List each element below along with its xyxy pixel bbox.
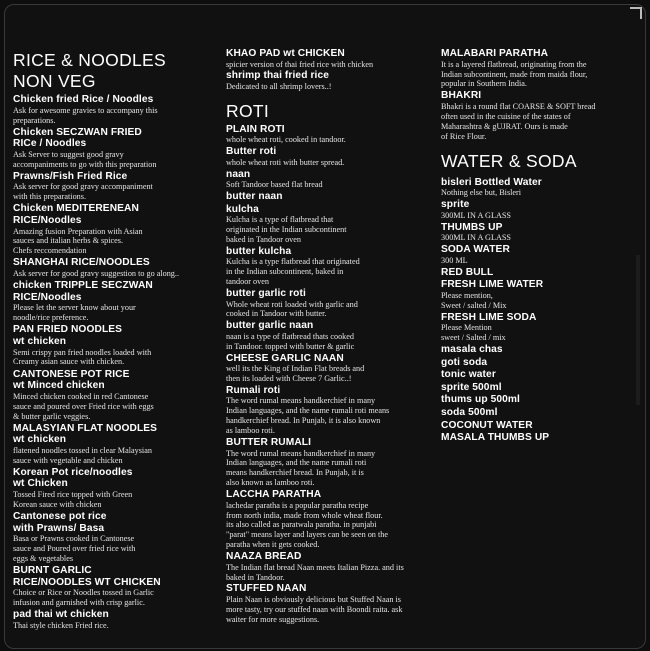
menu-column-2 <box>226 48 431 625</box>
menu-section <box>13 50 213 631</box>
item-description: its also called as paratwala paratha. in punjabi <box>226 520 377 530</box>
menu-section <box>441 151 641 444</box>
item-description: paratha when it gets cooked. <box>226 540 320 550</box>
item-name: NAAZA BREAD <box>226 551 302 563</box>
item-name: wt Minced chicken <box>13 380 105 392</box>
item-name: BUTTER RUMALI <box>226 436 312 448</box>
item-name: shrimp thai fried rice <box>226 70 329 82</box>
corner-mark <box>630 7 642 19</box>
menu-item <box>226 169 431 191</box>
item-description: Whole wheat roti loaded with garlic and <box>226 299 358 309</box>
item-name: COCONUT WATER <box>441 419 533 431</box>
item-description: preparations. <box>13 115 56 125</box>
item-description: Ask Server to suggest good gravy <box>13 149 124 159</box>
menu-section <box>441 48 641 142</box>
item-description: Thai style chicken Fried rice. <box>13 620 109 630</box>
menu-item <box>441 407 641 419</box>
menu-section <box>226 101 431 625</box>
item-name: bisleri Bottled Water <box>441 176 542 188</box>
item-description: Indian languages, and the name rumali roti means <box>226 406 390 416</box>
item-name: LACCHA PARATHA <box>226 489 322 501</box>
item-name: MALASYIAN FLAT NOODLES <box>13 422 158 434</box>
item-description: well its the King of Indian Flat breads and <box>226 364 365 374</box>
item-description: whole wheat roti, cooked in tandoor. <box>226 135 346 145</box>
menu-item <box>441 369 641 381</box>
item-description: 300ML IN A GLASS <box>441 233 511 243</box>
item-name: sprite 500ml <box>441 381 502 393</box>
menu-item <box>13 565 213 608</box>
item-description: naan is a type of flatbread thats cooked <box>226 331 354 341</box>
item-description: Choice or Rice or Noodles tossed in Garlic <box>13 588 154 598</box>
item-description: as lamboo roti. <box>226 426 275 436</box>
item-description: Kulcha is a type flatbread that originated <box>226 257 360 267</box>
menu-item <box>226 146 431 168</box>
item-name: sprite <box>441 199 470 211</box>
item-description: Semi crispy pan fried noodles loaded with <box>13 347 152 357</box>
item-description: "parat" means layer and layers can be seen on the <box>226 530 388 540</box>
menu-item <box>13 127 213 170</box>
item-description: waiter for more suggestions. <box>226 614 320 624</box>
item-name: KHAO PAD wt CHICKEN <box>226 48 345 59</box>
menu-item <box>226 48 431 70</box>
menu-item <box>226 437 431 488</box>
item-name: PLAIN ROTI <box>226 123 285 135</box>
item-description: tandoor oven <box>226 277 269 287</box>
item-description: noodle/rice preference. <box>13 313 89 323</box>
item-name: SODA WATER <box>441 244 510 256</box>
menu-item <box>441 267 641 279</box>
menu-item <box>441 382 641 394</box>
menu-column-1 <box>13 50 213 631</box>
menu-item <box>13 511 213 564</box>
item-description: baked in Tandoor oven <box>226 234 301 244</box>
item-description: spicier version of thai fried rice with chicken <box>226 59 374 69</box>
item-description: Chefs reccomendation <box>13 246 87 256</box>
item-description: Please mention, <box>441 290 493 300</box>
menu-section <box>226 48 431 92</box>
item-name: THUMBS UP <box>441 221 503 233</box>
item-name: wt chicken <box>13 434 67 446</box>
menu-item <box>441 312 641 343</box>
item-description: Please Mention <box>441 323 492 333</box>
menu-item <box>13 280 213 323</box>
item-description: Nothing else but, Bisleri <box>441 188 522 198</box>
menu-item <box>226 70 431 92</box>
menu-item <box>441 199 641 221</box>
menu-item <box>441 90 641 141</box>
item-description: whole wheat roti with butter spread. <box>226 157 345 167</box>
section-title-line: WATER & SODA <box>441 150 577 171</box>
item-description: The word rumal means handkerchief in many <box>226 448 376 458</box>
item-name: MALABARI PARATHA <box>441 48 549 59</box>
item-description: Ask server for good gravy suggestion to go along.. <box>13 269 179 279</box>
item-name: Butter roti <box>226 146 277 158</box>
item-name: MASALA THUMBS UP <box>441 432 550 444</box>
item-description: Kulcha is a type of flatbread that <box>226 215 334 225</box>
item-description: of Rice Flour. <box>441 131 487 141</box>
section-title <box>13 50 213 92</box>
item-name: STUFFED NAAN <box>226 583 307 595</box>
item-description: Amazing fusion Preparation with Asian <box>13 226 143 236</box>
menu-item <box>226 124 431 146</box>
item-description: sauces and italian herbs & spices. <box>13 236 124 246</box>
item-description: cooked in Tandoor with butter. <box>226 309 327 319</box>
item-name: RICe / Noodles <box>13 138 87 150</box>
menu-item <box>441 344 641 356</box>
item-description: also known as lamboo roti. <box>226 478 315 488</box>
menu-item <box>441 420 641 432</box>
item-description: in the Indian subcontinent, baked in <box>226 267 344 277</box>
menu-item <box>441 279 641 310</box>
item-description: Basa or Prawns cooked in Cantonese <box>13 534 135 544</box>
menu-item <box>13 171 213 202</box>
menu-item <box>13 257 213 279</box>
menu-item <box>13 324 213 367</box>
menu-column-3 <box>441 48 641 444</box>
menu-item <box>441 357 641 369</box>
item-name: wt Chicken <box>13 478 68 490</box>
item-description: Bhakri is a round flat COARSE & SOFT bread <box>441 101 596 111</box>
item-description: 300 ML <box>441 255 468 265</box>
item-name: goti soda <box>441 356 488 368</box>
item-name: Chicken SECZWAN FRIED <box>13 126 142 138</box>
item-description: Minced chicken cooked in red Cantonese <box>13 391 149 401</box>
item-description: more tasty, try our stuffed naan with Boondi raita. ask <box>226 604 403 614</box>
item-name: wt chicken <box>13 335 67 347</box>
item-name: soda 500ml <box>441 406 498 418</box>
menu-item <box>226 320 431 351</box>
item-description: & butter garlic veggies. <box>13 411 91 421</box>
item-description: lachedar paratha is a popular paratha recipe <box>226 500 369 510</box>
item-name: pad thai wt chicken <box>13 609 109 621</box>
menu-item <box>13 609 213 631</box>
item-description: infusion and garnished with crisp garlic. <box>13 598 145 608</box>
menu-item <box>13 369 213 422</box>
item-name: PAN FRIED NOODLES <box>13 324 123 336</box>
item-name: naan <box>226 168 251 180</box>
item-description: Tossed Fired rice topped with Green <box>13 490 133 499</box>
item-description: popular in Southern India. <box>441 79 527 89</box>
item-name: Cantonese pot rice <box>13 511 107 522</box>
item-description: in Tandoor. topped with butter & garlic <box>226 341 355 351</box>
item-name: Rumali roti <box>226 384 281 396</box>
menu-item <box>441 432 641 444</box>
item-name: CHEESE GARLIC NAAN <box>226 352 344 364</box>
menu-item <box>441 177 641 199</box>
item-name: Prawns/Fish Fried Rice <box>13 170 128 182</box>
section-title <box>226 101 431 122</box>
item-name: SHANGHAI RICE/NOODLES <box>13 257 150 269</box>
item-description: Ask server for good gravy accompaniment <box>13 182 153 192</box>
menu-item <box>226 246 431 287</box>
item-description: flatened noodles tossed in clear Malaysian <box>13 445 152 455</box>
item-description: 300ML IN A GLASS <box>441 210 511 220</box>
item-description: sauce and poured over Fried rice with eggs <box>13 401 154 411</box>
item-description: from north india, made from whole wheat flour. <box>226 510 383 520</box>
item-description: The Indian flat bread Naan meets Italian Pizza. and its <box>226 562 404 572</box>
item-name: masala chas <box>441 343 503 355</box>
menu-item <box>226 385 431 436</box>
item-name: thums up 500ml <box>441 394 520 406</box>
item-description: sweet / Salted / mix <box>441 333 506 343</box>
item-description: Maharashtra & gUJRAT. Ours is made <box>441 121 568 131</box>
item-description: Indian languages, and the name rumali roti <box>226 458 367 468</box>
item-description: eggs & vegetables <box>13 554 74 563</box>
item-description: means handkerchief bread. In Punjab, it is <box>226 468 364 478</box>
section-title <box>441 151 641 172</box>
item-name: FRESH LIME WATER <box>441 279 544 291</box>
section-title-line: NON VEG <box>13 71 96 91</box>
item-description: Soft Tandoor based flat bread <box>226 180 323 190</box>
item-description: sauce and Poured over fried rice with <box>13 544 136 554</box>
item-description: Indian subcontinent, made from maida flour, <box>441 69 588 79</box>
item-description: sauce with vegetable and chicken <box>13 455 123 465</box>
item-description: Dedicated to all shrimp lovers..! <box>226 81 332 91</box>
item-name: butter garlic roti <box>226 287 306 299</box>
item-name: RICE/NOODLES WT CHICKEN <box>13 576 161 588</box>
item-name: tonic water <box>441 369 496 381</box>
item-description: originated in the Indian subcontinent <box>226 225 347 235</box>
menu-item <box>441 244 641 266</box>
menu-item <box>13 467 213 510</box>
menu-item <box>226 353 431 384</box>
item-description: with this preparations. <box>13 192 86 202</box>
item-description: The word rumal means handkerchief in many <box>226 396 376 406</box>
item-description: accompaniments to go with this preparation <box>13 159 157 169</box>
menu-item <box>226 551 431 582</box>
item-name: RICE/Noodles <box>13 214 82 226</box>
menu-item <box>226 288 431 319</box>
menu-item <box>13 203 213 256</box>
item-name: Chicken MEDITERENEAN <box>13 203 139 215</box>
item-name: kulcha <box>226 203 259 215</box>
menu-item <box>226 583 431 624</box>
item-name: with Prawns/ Basa <box>13 522 105 534</box>
item-name: RICE/Noodles <box>13 291 82 303</box>
section-title-line: ROTI <box>226 100 270 121</box>
item-description: Creamy asian sauce with chicken. <box>13 357 125 367</box>
menu-item <box>13 423 213 466</box>
item-name: chicken TRIPPLE SECZWAN <box>13 280 153 292</box>
menu-item <box>13 94 213 125</box>
item-name: FRESH LIME SODA <box>441 311 537 323</box>
item-name: BHAKRI <box>441 90 482 102</box>
menu-item <box>226 489 431 550</box>
item-description: Plain Naan is obviously delicious but Stuffed Naan is <box>226 594 401 604</box>
item-description: handkerchief bread. In Punjab, it is also known <box>226 416 381 426</box>
menu-item <box>226 191 431 203</box>
item-name: Chicken fried Rice / Noodles <box>13 94 154 105</box>
menu-item <box>441 48 641 89</box>
item-description: Sweet / salted / Mix <box>441 300 507 310</box>
item-description: It is a layered flatbread, originating from the <box>441 59 587 69</box>
menu-item <box>441 222 641 244</box>
menu-item <box>441 394 641 406</box>
item-name: BURNT GARLIC <box>13 565 92 577</box>
item-name: CANTONESE POT RICE <box>13 368 130 380</box>
item-name: Korean Pot rice/noodles <box>13 466 133 478</box>
item-description: Korean sauce with chicken <box>13 499 102 509</box>
item-description: baked in Tandoor. <box>226 572 285 582</box>
item-name: butter garlic naan <box>226 320 314 332</box>
item-description: Ask for awesome gravies to accompany this <box>13 105 158 115</box>
item-description: often used in the cuisine of the states of <box>441 111 571 121</box>
item-name: RED BULL <box>441 266 494 278</box>
item-description: then its loaded with Cheese 7 Garlic..! <box>226 374 352 384</box>
section-title-line: RICE & NOODLES <box>13 50 166 70</box>
item-name: butter naan <box>226 191 283 203</box>
item-name: butter kulcha <box>226 245 292 257</box>
menu-item <box>226 204 431 245</box>
item-description: Please let the server know about your <box>13 303 136 313</box>
